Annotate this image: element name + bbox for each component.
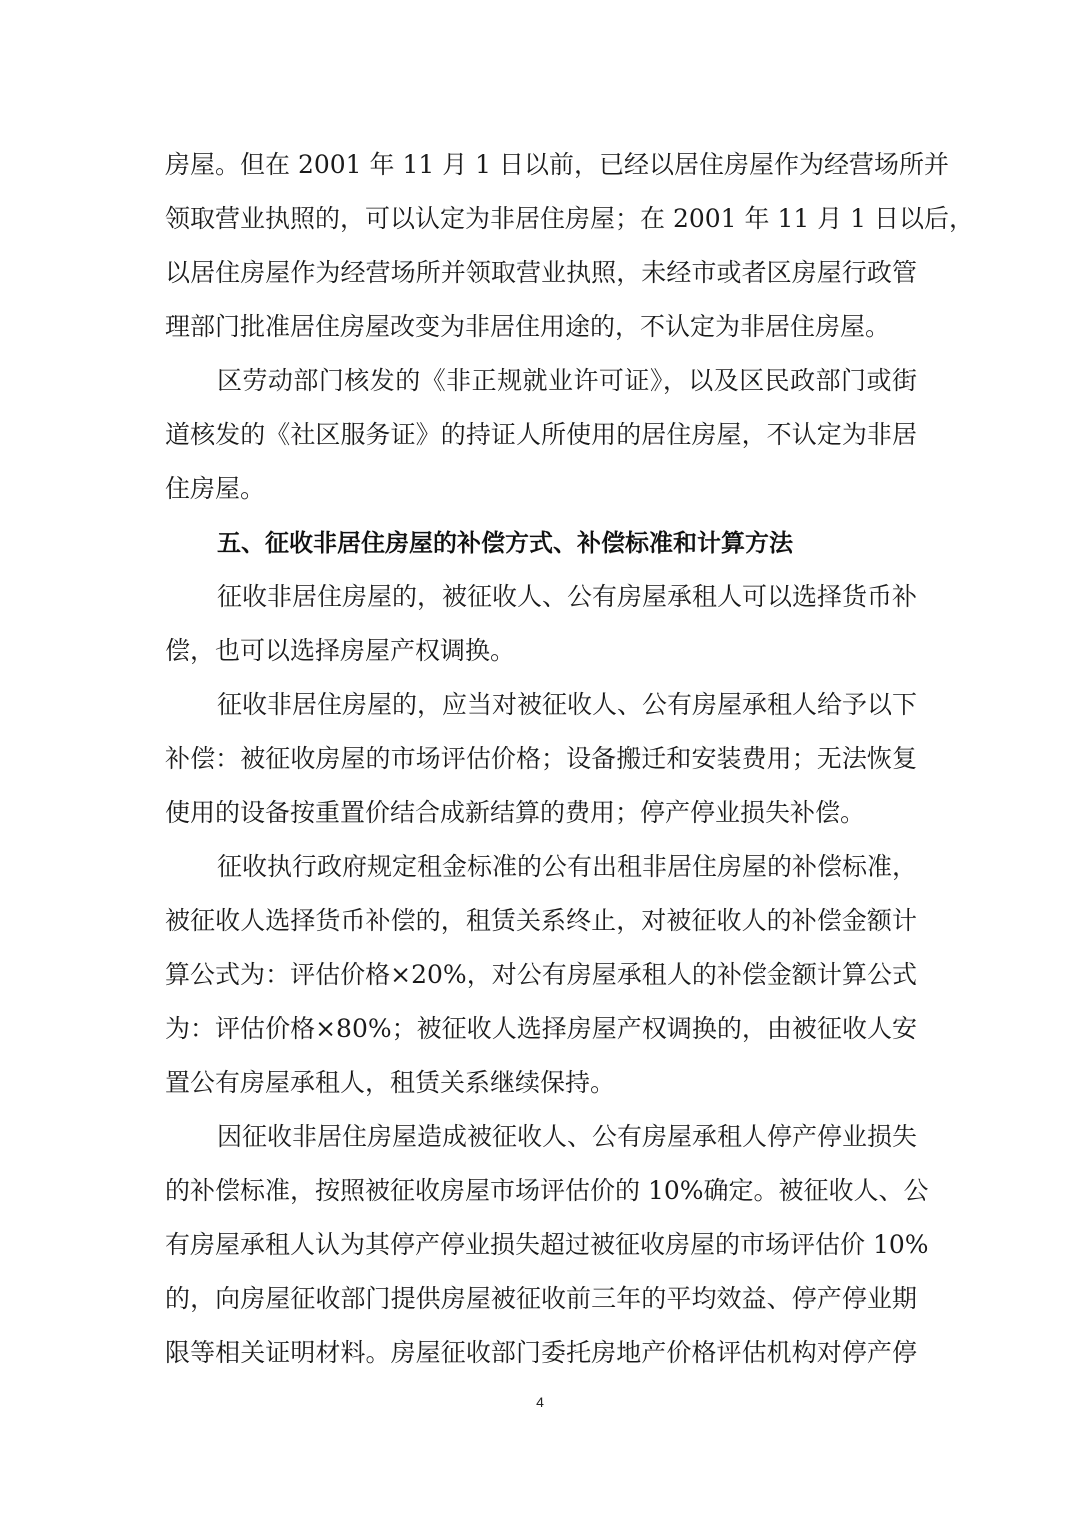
text-line: 置公有房屋承租人，租赁关系继续保持。 <box>165 1068 616 1097</box>
text-line: 征收非居住房屋的，被征收人、公有房屋承租人可以选择货币补 <box>217 582 918 611</box>
text-line: 偿，也可以选择房屋产权调换。 <box>165 636 516 665</box>
text-line: 道核发的《社区服务证》的持证人所使用的居住房屋，不认定为非居 <box>165 420 917 449</box>
text-line: 的，向房屋征收部门提供房屋被征收前三年的平均效益、停产停业期 <box>165 1284 917 1313</box>
text-line: 征收非居住房屋的，应当对被征收人、公有房屋承租人给予以下 <box>217 690 918 719</box>
text-line: 以居住房屋作为经营场所并领取营业执照，未经市或者区房屋行政管 <box>165 258 917 287</box>
text-line: 房屋。但在 2001 年 11 月 1 日以前，已经以居住房屋作为经营场所并 <box>165 150 950 179</box>
text-line: 补偿：被征收房屋的市场评估价格；设备搬迁和安装费用；无法恢复 <box>165 744 917 773</box>
section-heading: 五、征收非居住房屋的补偿方式、补偿标准和计算方法 <box>217 529 793 557</box>
text-line: 理部门批准居住房屋改变为非居住用途的，不认定为非居住房屋。 <box>165 312 891 341</box>
text-line: 限等相关证明材料。房屋征收部门委托房地产价格评估机构对停产停 <box>165 1338 917 1367</box>
text-line: 为：评估价格×80%；被征收人选择房屋产权调换的，由被征收人安 <box>165 1014 917 1043</box>
text-line: 领取营业执照的，可以认定为非居住房屋；在 2001 年 11 月 1 日以后， <box>165 204 975 233</box>
document-body <box>165 138 975 1380</box>
text-line: 的补偿标准，按照被征收房屋市场评估价的 10%确定。被征收人、公 <box>165 1176 929 1205</box>
page-number: 4 <box>536 1394 544 1410</box>
text-line: 有房屋承租人认为其停产停业损失超过被征收房屋的市场评估价 10% <box>165 1230 929 1259</box>
text-line: 因征收非居住房屋造成被征收人、公有房屋承租人停产停业损失 <box>217 1122 918 1151</box>
text-line: 算公式为：评估价格×20%，对公有房屋承租人的补偿金额计算公式 <box>165 960 917 989</box>
text-line: 征收执行政府规定租金标准的公有出租非居住房屋的补偿标准， <box>217 852 918 881</box>
text-line: 住房屋。 <box>165 474 266 503</box>
text-line: 被征收人选择货币补偿的，租赁关系终止，对被征收人的补偿金额计 <box>165 906 917 935</box>
text-line: 区劳动部门核发的《非正规就业许可证》，以及区民政部门或街 <box>217 366 917 395</box>
text-line: 使用的设备按重置价结合成新结算的费用；停产停业损失补偿。 <box>165 798 866 827</box>
